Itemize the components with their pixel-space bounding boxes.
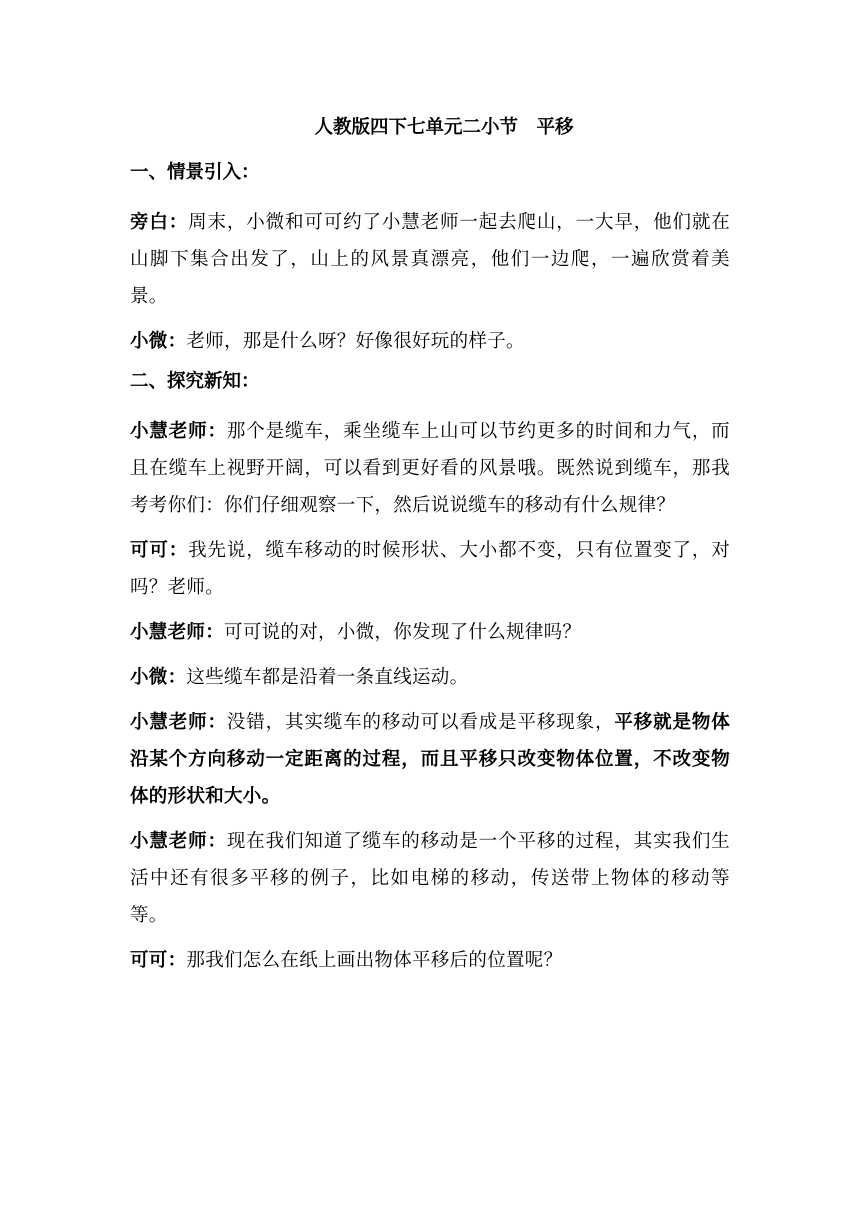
speaker-label: 小微： (130, 667, 187, 688)
dialogue-text: 没错，其实缆车的移动可以看成是平移现象， (226, 712, 615, 733)
dialogue-paragraph (130, 614, 730, 651)
speaker-label: 旁白： (130, 212, 189, 233)
dialogue-paragraph (130, 204, 730, 315)
definition-emphasis: 平移就是物体沿某个方向移动一定距离的过程，而且平移只改变物体位置，不改变物体的形状和大小。 (130, 712, 730, 807)
dialogue-text: 可可说的对，小微，你发现了什么规律吗？ (224, 622, 582, 643)
dialogue-paragraph (130, 942, 730, 979)
document-body (130, 114, 730, 987)
speaker-label: 小慧老师： (130, 831, 227, 852)
dialogue-paragraph (130, 659, 730, 696)
dialogue-text: 这些缆车都是沿着一条直线运动。 (186, 667, 469, 688)
dialogue-text: 周末，小微和可可约了小慧老师一起去爬山，一大早，他们就在山脚下集合出发了，山上的风景真漂亮，他们一边爬，一遍欣赏着美景。 (130, 212, 730, 307)
dialogue-text: 那个是缆车，乘坐缆车上山可以节约更多的时间和力气，而且在缆车上视野开阔，可以看到更好看的风景哦。既然说到缆车，那我考考你们：你们仔细观察一下，然后说说缆车的移动有什么规律？ (130, 421, 730, 516)
speaker-label: 小微： (130, 331, 187, 352)
section-heading-explore: 二、探究新知： (130, 371, 260, 392)
speaker-label: 可可： (130, 540, 189, 561)
dialogue-paragraph (130, 704, 730, 815)
dialogue-paragraph (130, 323, 730, 360)
speaker-label: 可可： (130, 950, 187, 971)
section-heading-intro: 一、情景引入： (130, 162, 260, 183)
dialogue-paragraph (130, 532, 730, 606)
speaker-label: 小慧老师： (130, 712, 227, 733)
dialogue-text: 我先说，缆车移动的时候形状、大小都不变，只有位置变了，对吗？老师。 (130, 540, 730, 598)
dialogue-text: 老师，那是什么呀？好像很好玩的样子。 (186, 331, 525, 352)
dialogue-text: 现在我们知道了缆车的移动是一个平移的过程，其实我们生活中还有很多平移的例子，比如电梯的移动，传送带上物体的移动等等。 (130, 831, 730, 926)
document-title: 人教版四下七单元二小节 平移 (314, 117, 574, 138)
dialogue-text: 那我们怎么在纸上画出物体平移后的位置呢？ (186, 950, 563, 971)
speaker-label: 小慧老师： (130, 421, 227, 442)
speaker-label: 小慧老师： (130, 622, 225, 643)
dialogue-paragraph (130, 413, 730, 524)
dialogue-paragraph (130, 823, 730, 934)
